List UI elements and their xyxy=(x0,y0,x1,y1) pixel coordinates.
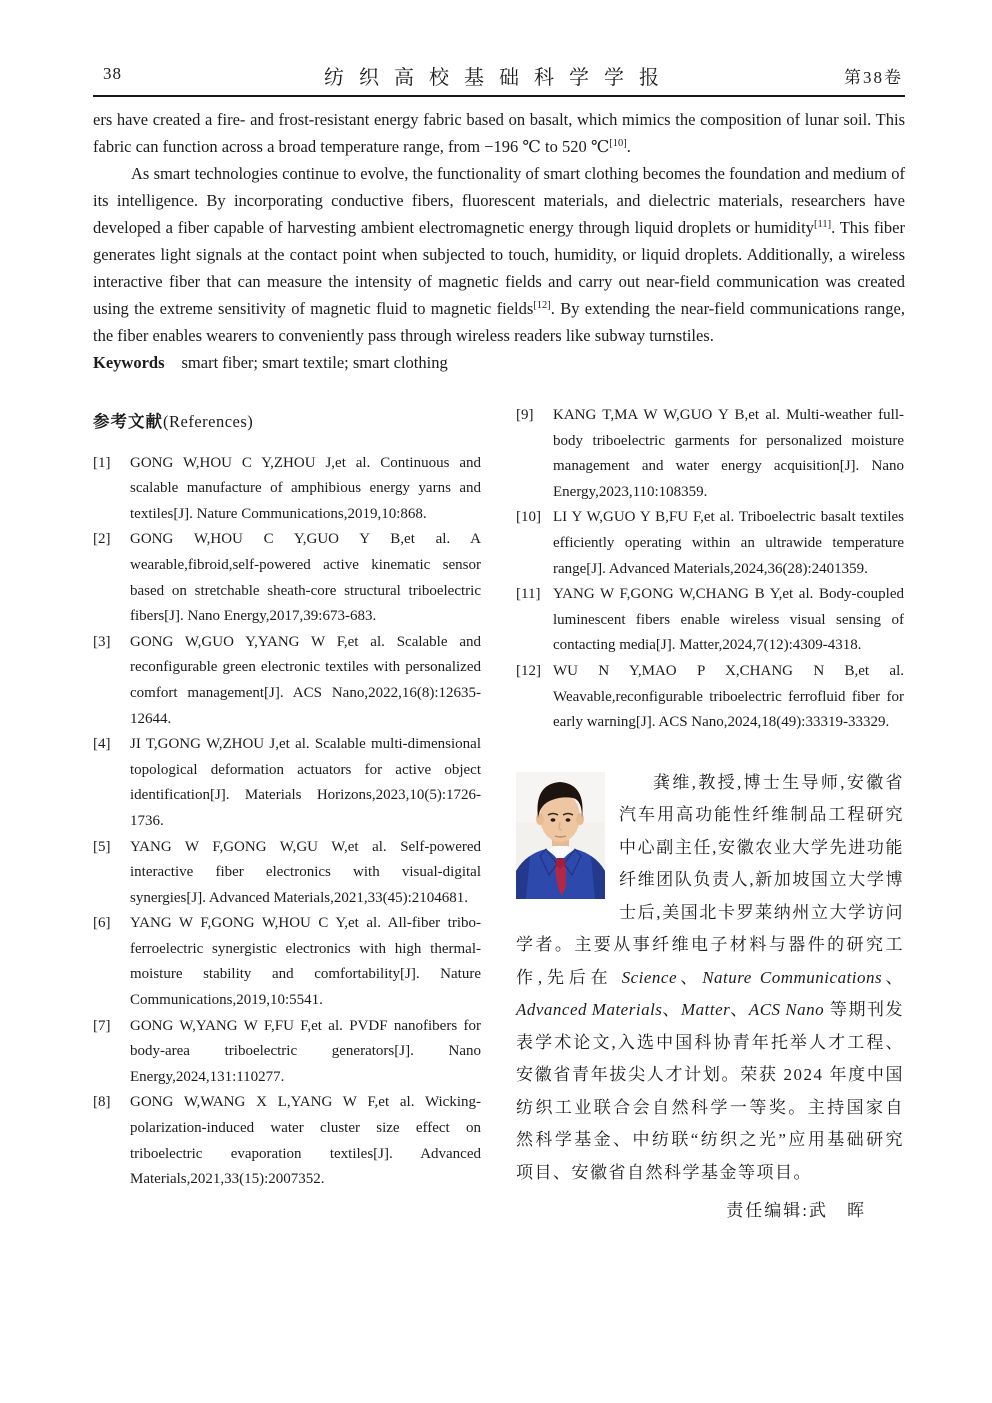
reference-number: [12] xyxy=(516,662,541,679)
reference-item xyxy=(93,1014,481,1091)
journal-name-italic: Nature Communications xyxy=(702,967,883,987)
page-number: 38 xyxy=(103,64,122,83)
reference-item xyxy=(516,505,904,582)
reference-text: YANG W F,GONG W,GU W,et al. Self-powered interactive fiber electronics with visual-digital synergies[J]. Advanced Materials,2021,33(45):2104681. xyxy=(130,838,481,906)
abstract-body xyxy=(93,106,905,376)
reference-text: GONG W,HOU C Y,ZHOU J,et al. Continuous and scalable manufacture of amphibious energy yarns and textiles[J]. Nature Communications,2019,10:868. xyxy=(130,454,481,522)
references-left-column xyxy=(93,403,481,1224)
reference-number: [10] xyxy=(516,509,541,526)
abstract-paragraph-2 xyxy=(93,160,905,349)
reference-text: GONG W,GUO Y,YANG W F,et al. Scalable and reconfigurable green electronic textiles with personalized comfort management[J]. ACS Nano,2022,16(8):12635-12644. xyxy=(130,633,481,727)
journal-name-italic: Matter xyxy=(680,1000,731,1020)
references-heading-en: (References) xyxy=(163,412,254,431)
reference-list-right xyxy=(516,403,904,736)
reference-item xyxy=(516,659,904,736)
keywords-text: smart fiber; smart textile; smart clothing xyxy=(181,353,448,372)
references-heading xyxy=(93,409,481,435)
citation-superscript: [12] xyxy=(533,300,551,311)
bio-text: 龚维,教授,博士生导师,安徽省汽车用高功能性纤维制品工程研究中心副主任,安徽农业大学先进功能纤维团队负责人,新加坡国立大学博士后,美国北卡罗莱纳州立大学访问学者。主要从事纤维电子材料与器件的研究工作,先后在 xyxy=(516,772,904,987)
reference-text: YANG W F,GONG W,HOU C Y,et al. All-fiber tribo-ferroelectric synergistic electronics with high thermal-moisture stability and comfortability[J]. Nature Communications,2019,10:5541. xyxy=(130,915,481,1009)
reference-number: [1] xyxy=(93,454,111,471)
reference-text: GONG W,YANG W F,FU F,et al. PVDF nanofibers for body-area triboelectric generators[J]. Nano Energy,2024,131:110277. xyxy=(130,1017,481,1085)
keywords-line xyxy=(93,349,905,376)
reference-text: GONG W,HOU C Y,GUO Y B,et al. A wearable,fibroid,self-powered active kinematic sensor based on stretchable sheath-core structural triboelectric fibers[J]. Nano Energy,2017,39:673-683. xyxy=(130,531,481,625)
author-bio xyxy=(516,767,904,1190)
abstract-text: . This fiber generates light signals at the contact point when subjected to touch, humidity, or liquid droplets. Additionally, a wireless interactive fiber that can measure the intensity of magnetic fields and carry out near-field communication was created using the extreme sensitivity of magnetic fluid to magnetic fields xyxy=(93,218,905,318)
reference-item xyxy=(516,403,904,505)
bio-text: 等期刊发表学术论文,入选中国科协青年托举人才工程、安徽省青年拔尖人才计划。荣获 2024 年度中国纺织工业联合会自然科学一等奖。主持国家自然科学基金、中纺联“纺织之光”应用基础研究项目、安徽省自然科学基金等项目。 xyxy=(516,1000,905,1182)
journal-name-italic: ACS Nano xyxy=(748,1000,825,1020)
abstract-text: ers have created a fire- and frost-resistant energy fabric based on basalt, which mimics the composition of lunar soil. This fabric can function across a broad temperature range, from −196 ℃ to 520 ℃ xyxy=(93,110,905,156)
reference-number: [11] xyxy=(516,586,541,603)
reference-item xyxy=(516,582,904,659)
bio-text: 、 xyxy=(662,1000,681,1020)
references-section xyxy=(93,403,905,1224)
reference-number: [5] xyxy=(93,838,111,855)
reference-text: YANG W F,GONG W,CHANG B Y,et al. Body-coupled luminescent fibers enable wireless visual sensing of contacting media[J]. Matter,2024,7(12):4309-4318. xyxy=(553,586,904,654)
abstract-text: As smart technologies continue to evolve, the functionality of smart clothing becomes the foundation and medium of its intelligence. By incorporating conductive fibers, fluorescent materials, and dielectric materials, researchers have developed a fiber capable of harvesting ambient electromagnetic energy through liquid droplets or humidity xyxy=(93,164,905,237)
bio-text: 、 xyxy=(730,1000,749,1020)
reference-text: KANG T,MA W W,GUO Y B,et al. Multi-weather full-body triboelectric garments for personalized moisture management and water energy acquisition[J]. Nano Energy,2023,110:108359. xyxy=(553,407,904,500)
volume-label: 第38卷 xyxy=(844,68,903,87)
reference-item xyxy=(93,835,481,912)
reference-text: LI Y W,GUO Y B,FU F,et al. Triboelectric basalt textiles efficiently operating within an ultrawide temperature range[J]. Advanced Materials,2024,36(28):2401359. xyxy=(553,509,904,577)
abstract-text: . xyxy=(626,137,631,156)
reference-number: [2] xyxy=(93,531,111,548)
editor-line: 责任编辑:武 晖 xyxy=(726,1201,866,1221)
keywords-label: Keywords xyxy=(93,353,165,372)
bio-text: 、 xyxy=(882,967,904,987)
abstract-text: . By extending the near-field communications range, the fiber enables wearers to conveniently pass through wireless readers like subway turnstiles. xyxy=(93,299,905,345)
reference-item xyxy=(93,732,481,834)
reference-text: WU N Y,MAO P X,CHANG N B,et al. Weavable,reconfigurable triboelectric ferrofluid fiber for early warning[J]. ACS Nano,2024,18(49):33319-33329. xyxy=(553,662,904,731)
references-heading-zh: 参考文献 xyxy=(93,412,163,431)
abstract-paragraph-1 xyxy=(93,106,905,160)
header-rule xyxy=(93,95,905,97)
journal-name-italic: Science xyxy=(621,967,678,987)
reference-list-left xyxy=(93,451,481,1193)
author-photo xyxy=(516,772,605,899)
journal-title: 纺织高校基础科学学报 xyxy=(324,67,674,89)
reference-item xyxy=(93,527,481,629)
reference-number: [3] xyxy=(93,633,111,650)
reference-item xyxy=(93,451,481,528)
bio-text: 、 xyxy=(677,967,703,987)
reference-item xyxy=(93,911,481,1013)
citation-superscript: [11] xyxy=(813,219,832,230)
reference-item xyxy=(93,1090,481,1192)
reference-number: [8] xyxy=(93,1094,111,1111)
reference-number: [6] xyxy=(93,915,111,932)
reference-text: JI T,GONG W,ZHOU J,et al. Scalable multi-dimensional topological deformation actuators for active object identification[J]. Materials Horizons,2023,10(5):1726-1736. xyxy=(130,736,481,829)
reference-number: [9] xyxy=(516,407,534,423)
reference-text: GONG W,WANG X L,YANG W F,et al. Wicking-polarization-induced water cluster size effect on triboelectric evaporation textiles[J]. Advanced Materials,2021,33(15):2007352. xyxy=(130,1094,481,1188)
running-head xyxy=(93,60,905,90)
journal-name-italic: Advanced Materials xyxy=(516,1000,663,1020)
references-right-column xyxy=(516,403,904,1224)
reference-number: [4] xyxy=(93,736,111,753)
reference-item xyxy=(93,630,481,732)
citation-superscript: [10] xyxy=(609,138,627,149)
reference-number: [7] xyxy=(93,1017,111,1034)
